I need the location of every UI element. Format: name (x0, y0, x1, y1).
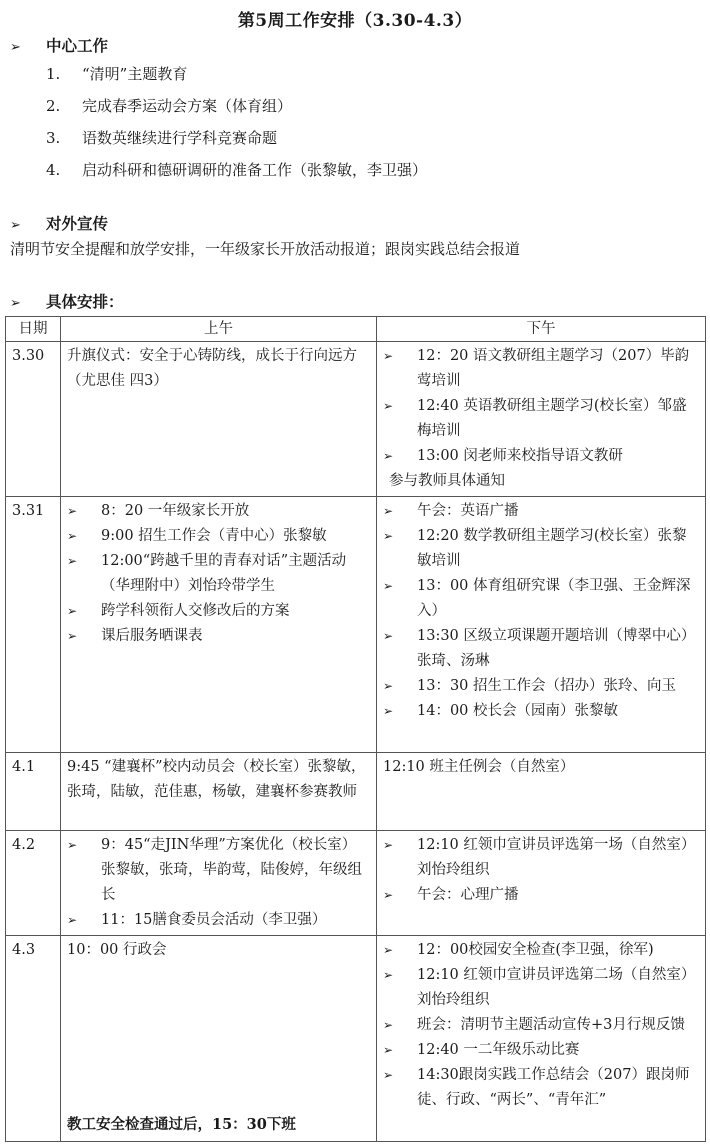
morning-cell: 升旗仪式：安全于心铸防线，成长于行向远方（尤思佳 四3） (61, 342, 377, 497)
table-header-row (6, 317, 706, 342)
section-heading: 中心工作 (46, 36, 109, 55)
list-item: ➢ 14：00 校长会（园南）张黎敏 (383, 699, 699, 724)
date-cell: 4.3 (6, 936, 61, 1142)
section-heading: 对外宣传 (46, 214, 109, 233)
document-title: 第5周工作安排（3.30-4.3） (237, 11, 473, 31)
date-cell: 3.30 (6, 342, 61, 497)
list-item: ➢ 13:00 闵老师来校指导语文教研 (383, 444, 699, 469)
list-item: ➢ 课后服务晒课表 (67, 624, 370, 649)
arrow-bullet-icon: ➢ (383, 1043, 394, 1057)
arrow-bullet-icon: ➢ (67, 604, 78, 618)
list-item: 1. “清明”主题教育 (46, 65, 188, 83)
col-header-morning: 上午 (61, 317, 377, 342)
center-work-list (46, 64, 427, 192)
arrow-bullet-icon: ➢ (383, 1068, 394, 1082)
list-item: ➢ 13：00 体育组研究课（李卫强、王金辉深入） (383, 574, 699, 624)
col-header-date: 日期 (6, 317, 61, 342)
arrow-bullet-icon: ➢ (383, 629, 394, 643)
list-item: ➢ 12:10 红领巾宣讲员评选第二场（自然室）刘怡玲组织 (383, 963, 699, 1013)
arrow-bullet-icon: ➢ (383, 943, 394, 957)
list-item: ➢ 9：45“走JIN华理”方案优化（校长室）张黎敏，张琦，毕韵莺，陆俊婷，年级组长 (67, 833, 370, 908)
arrow-bullet-icon: ➢ (10, 296, 21, 311)
list-item: ➢ 8：20 一年级家长开放 (67, 499, 370, 524)
arrow-bullet-icon: ➢ (67, 629, 78, 643)
section-heading: 具体安排： (46, 292, 124, 311)
list-item: ➢ 12：00校园安全检查(李卫强，徐军) (383, 938, 699, 963)
list-item: ➢ 12:20 数学教研组主题学习(校长室）张黎敏培训 (383, 524, 699, 574)
table-row (6, 497, 706, 753)
arrow-bullet-icon: ➢ (383, 529, 394, 543)
afternoon-cell (377, 831, 706, 936)
list-item: 2. 完成春季运动会方案（体育组） (46, 97, 293, 115)
list-item: ➢ 班会：清明节主题活动宣传+3月行规反馈 (383, 1013, 699, 1038)
col-header-afternoon: 下午 (377, 317, 706, 342)
table-row (6, 831, 706, 936)
afternoon-cell (377, 342, 706, 497)
afternoon-cell: 12:10 班主任例会（自然室） (377, 753, 706, 831)
arrow-bullet-icon: ➢ (383, 704, 394, 718)
afternoon-note: 参与教师具体通知 (389, 473, 505, 489)
section-center-work (10, 34, 108, 56)
morning-cell (61, 497, 377, 753)
list-item: ➢ 12:10 红领巾宣讲员评选第一场（自然室）刘怡玲组织 (383, 833, 699, 883)
arrow-bullet-icon: ➢ (383, 399, 394, 413)
morning-cell (61, 831, 377, 936)
section-schedule (10, 290, 124, 312)
date-cell: 4.2 (6, 831, 61, 936)
arrow-bullet-icon: ➢ (383, 1018, 394, 1032)
arrow-bullet-icon: ➢ (383, 349, 394, 363)
arrow-bullet-icon: ➢ (10, 40, 21, 55)
list-item: ➢ 午会：英语广播 (383, 499, 699, 524)
list-item: ➢ 13:30 区级立项课题开题培训（博翠中心）张琦、汤琳 (383, 624, 699, 674)
list-item: ➢ 12:40 英语教研组主题学习(校长室）邹盛梅培训 (383, 394, 699, 444)
afternoon-cell (377, 497, 706, 753)
arrow-bullet-icon: ➢ (10, 218, 21, 233)
arrow-bullet-icon: ➢ (67, 529, 78, 543)
arrow-bullet-icon: ➢ (383, 968, 394, 982)
arrow-bullet-icon: ➢ (383, 679, 394, 693)
list-item: 4. 启动科研和德研调研的准备工作（张黎敏，李卫强） (46, 161, 428, 179)
arrow-bullet-icon: ➢ (383, 579, 394, 593)
list-item: 3. 语数英继续进行学科竞赛命题 (46, 129, 278, 147)
publicity-text: 清明节安全提醒和放学安排，一年级家长开放活动报道；跟岗实践总结会报道 (10, 240, 521, 258)
schedule-table (5, 316, 706, 1142)
section-publicity (10, 212, 108, 234)
list-item: ➢ 14:30跟岗实践工作总结会（207）跟岗师徒、行政、“两长”、“青年汇” (383, 1063, 699, 1113)
arrow-bullet-icon: ➢ (67, 554, 78, 568)
arrow-bullet-icon: ➢ (383, 838, 394, 852)
arrow-bullet-icon: ➢ (67, 913, 78, 927)
morning-cell: 9:45 “建襄杯”校内动员会（校长室）张黎敏，张琦，陆敏，范佳惠，杨敏，建襄杯参赛教师 (61, 753, 377, 831)
morning-footer-note: 教工安全检查通过后，15：30下班 (67, 1116, 296, 1133)
date-cell: 3.31 (6, 497, 61, 753)
list-item: ➢ 12：20 语文教研组主题学习（207）毕韵莺培训 (383, 344, 699, 394)
arrow-bullet-icon: ➢ (383, 449, 394, 463)
date-cell: 4.1 (6, 753, 61, 831)
list-item: ➢ 9:00 招生工作会（青中心）张黎敏 (67, 524, 370, 549)
list-item: ➢ 午会：心理广播 (383, 883, 699, 908)
afternoon-cell (377, 936, 706, 1142)
table-row (6, 342, 706, 497)
list-item: ➢ 12:00“跨越千里的青春对话”主题活动（华理附中）刘怡玲带学生 (67, 549, 370, 599)
table-row (6, 936, 706, 1142)
table-row (6, 753, 706, 831)
list-item: ➢ 12:40 一二年级乐动比赛 (383, 1038, 699, 1063)
arrow-bullet-icon: ➢ (383, 504, 394, 518)
arrow-bullet-icon: ➢ (383, 888, 394, 902)
morning-cell: 10：00 行政会 教工安全检查通过后，15：30下班 (61, 936, 377, 1142)
list-item: ➢ 13：30 招生工作会（招办）张玲、向玉 (383, 674, 699, 699)
list-item: ➢ 11：15膳食委员会活动（李卫强） (67, 908, 370, 933)
arrow-bullet-icon: ➢ (67, 504, 78, 518)
arrow-bullet-icon: ➢ (67, 838, 78, 852)
list-item: ➢ 跨学科领衔人交修改后的方案 (67, 599, 370, 624)
